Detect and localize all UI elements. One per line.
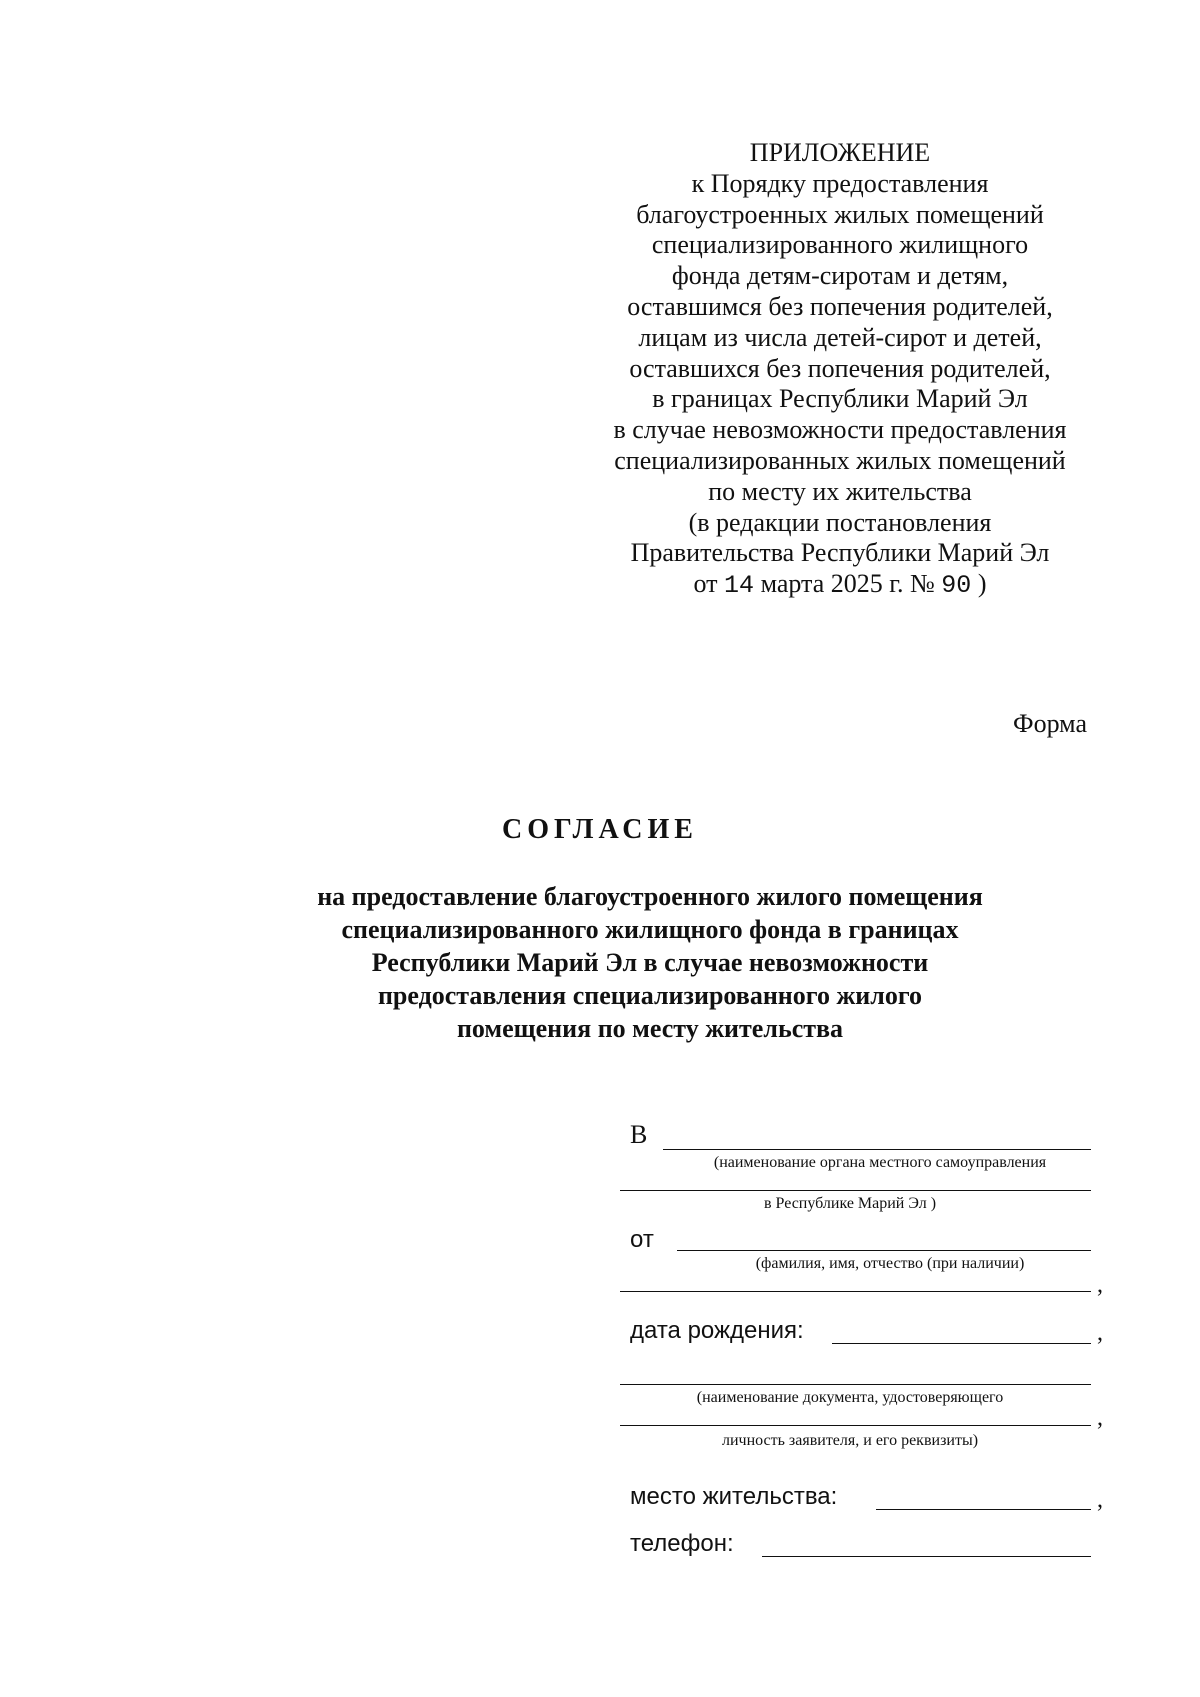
residence-field-line[interactable]	[876, 1509, 1091, 1510]
date-number: 90	[941, 571, 972, 601]
phone-label: телефон:	[630, 1530, 734, 1557]
document-field-line[interactable]	[620, 1384, 1091, 1385]
to-caption: (наименование органа местного самоуправления	[713, 1154, 1047, 1171]
subtitle-line: на предоставление благоустроенного жилого помещения	[317, 882, 983, 911]
appendix-line: к Порядку предоставления	[691, 168, 989, 198]
to-label: В	[630, 1120, 648, 1149]
subtitle-line: Республики Марий Эл в случае невозможности	[371, 948, 929, 977]
date-middle: марта 2025 г. №	[760, 569, 935, 599]
appendix-line: оставшимся без попечения родителей,	[627, 291, 1053, 321]
appendix-line: специализированных жилых помещений	[614, 445, 1066, 475]
appendix-header	[560, 138, 1120, 602]
comma: ,	[1097, 1320, 1103, 1346]
phone-field-line[interactable]	[762, 1556, 1091, 1557]
from-label: от	[630, 1226, 654, 1253]
document-caption: (наименование документа, удостоверяющего	[696, 1389, 1004, 1406]
document-subtitle	[250, 880, 1050, 1045]
appendix-line: по месту их жительства	[708, 476, 972, 506]
to-field-line[interactable]	[663, 1149, 1091, 1150]
appendix-line: благоустроенных жилых помещений	[636, 199, 1044, 229]
comma: ,	[1097, 1405, 1103, 1431]
document-caption-2: личность заявителя, и его реквизиты)	[721, 1432, 979, 1449]
name-field-line[interactable]	[620, 1291, 1091, 1292]
appendix-line: специализированного жилищного	[651, 230, 1029, 260]
comma: ,	[1097, 1487, 1103, 1513]
to-caption-2: в Республике Марий Эл )	[763, 1195, 937, 1212]
document-field-line-2[interactable]	[620, 1425, 1091, 1426]
to-field-line-2[interactable]	[620, 1190, 1091, 1191]
appendix-line: Правительства Республики Марий Эл	[630, 538, 1050, 568]
appendix-line: в случае невозможности предоставления	[613, 415, 1067, 445]
subtitle-line: помещения по месту жительства	[456, 1014, 844, 1043]
date-prefix: от	[693, 569, 718, 599]
appendix-title: ПРИЛОЖЕНИЕ	[749, 138, 931, 167]
from-field-line[interactable]	[677, 1250, 1091, 1251]
appendix-line: фонда детям-сиротам и детям,	[671, 261, 1009, 291]
appendix-line: (в редакции постановления	[688, 507, 992, 537]
subtitle-line: предоставления специализированного жилого	[377, 981, 923, 1010]
comma: ,	[1097, 1272, 1103, 1298]
appendix-date-line	[560, 569, 1120, 602]
birth-date-label: дата рождения:	[630, 1317, 804, 1344]
date-day: 14	[724, 571, 755, 601]
from-caption: (фамилия, имя, отчество (при наличии)	[755, 1255, 1025, 1272]
date-close-paren: )	[977, 569, 987, 599]
appendix-line: в границах Республики Марий Эл	[652, 384, 1028, 414]
appendix-line: лицам из числа детей-сирот и детей,	[638, 322, 1042, 352]
appendix-line: оставшихся без попечения родителей,	[629, 353, 1051, 383]
form-label: Форма	[1013, 709, 1087, 738]
residence-label: место жительства:	[630, 1483, 838, 1510]
document-heading: СОГЛАСИЕ	[502, 814, 698, 845]
subtitle-line: специализированного жилищного фонда в границах	[341, 915, 959, 944]
birth-date-field-line[interactable]	[832, 1343, 1091, 1344]
